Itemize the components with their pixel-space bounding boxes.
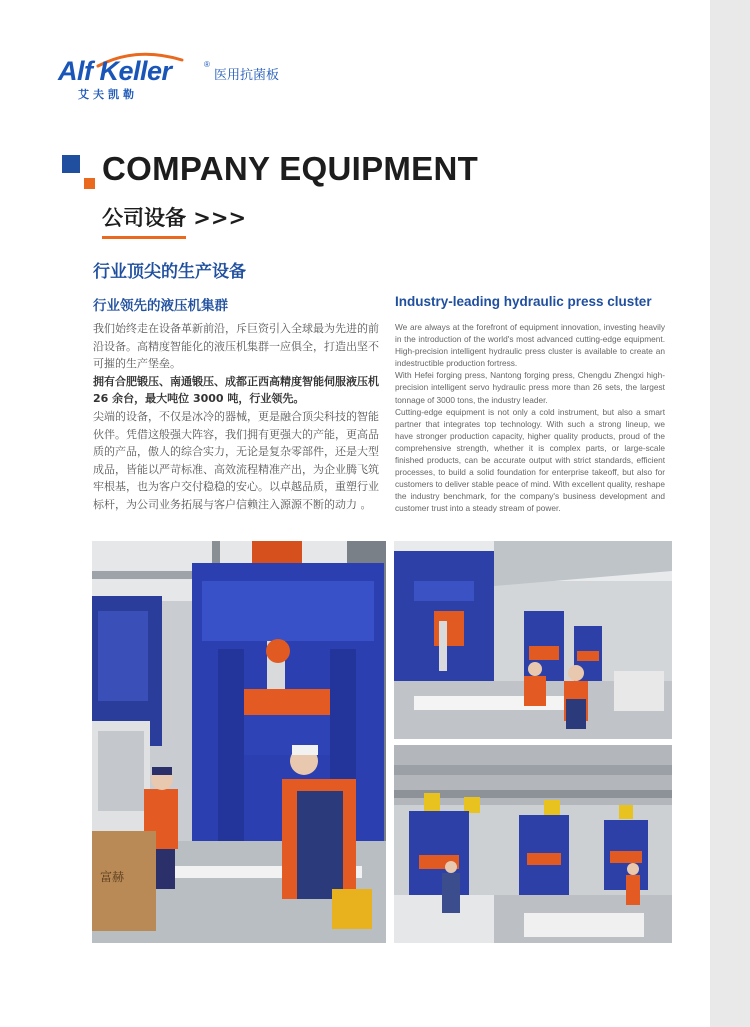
right-paragraph-1: We are always at the forefront of equipment innovation, investing heavily in the introduction of the world's most advanced cutting-edge equipment. High-precision intelligent hydraulic press cluster is available to create an indestructible production fortress. [395, 322, 665, 369]
photo-press-workshop-top [394, 541, 672, 739]
right-column-heading: Industry-leading hydraulic press cluster [395, 294, 652, 309]
carton-label: 富赫 [100, 870, 125, 884]
left-paragraph-1: 我们始终走在设备革新前沿，斥巨资引入全球最为先进的前沿设备。高精度智能化的液压机集群一应俱全，打造出坚不可摧的生产堡垒。 [93, 322, 379, 371]
section-title: 行业顶尖的生产设备 [93, 262, 246, 282]
page-title: COMPANY EQUIPMENT [102, 150, 479, 187]
heading-blue-square [62, 155, 80, 173]
right-paragraph-2: With Hefei forging press, Nantong forging press, Chengdu Zhengxi high-precision intelligent servo hydraulic press more than 26 sets, the largest tonnage of 3000 tons, the industry leader. [395, 370, 665, 405]
left-paragraph-3: 尖端的设备，不仅是冰冷的器械，更是融合顶尖科技的智能伙伴。凭借这般强大阵容，我们拥有更强大的产能，更高品质的产品，傲人的综合实力，无论是复杂零部件，还是大型成品，皆能以严苛标准、高效流程精准产出，为企业腾飞筑牢根基，也为客户交付稳稳的安心。以卓越品质，重塑行业标杆，为公司业务拓展与客户信赖注入源源不断的动力 。 [93, 409, 379, 511]
logo-chinese-name: 艾夫凯勒 [78, 88, 138, 101]
heading-orange-square [84, 178, 95, 189]
left-paragraph-2: 拥有合肥锻压、南通锻压、成都正西高精度智能伺服液压机 26 余台，最大吨位 3000 吨，行业领先。 [93, 374, 379, 406]
page-subtitle: 公司设备 >>> [102, 206, 247, 230]
photo-press-workshop-bottom [394, 745, 672, 943]
left-column-body [93, 320, 379, 514]
logo-wordmark: Alf Keller [58, 56, 172, 86]
page-edge-strip [710, 0, 750, 1027]
brand-logo [58, 56, 288, 102]
subtitle-underline [102, 236, 186, 239]
right-column-body [395, 321, 665, 515]
photo-hydraulic-press-main [92, 541, 386, 943]
right-paragraph-3: Cutting-edge equipment is not only a cold instrument, but also a smart partner that integrates top technology. With such a strong lineup, we have stronger production capacity, higher quality products, proud of the comprehensive strength, whether it is complex parts, or large-scale finished products, can be accurate output with strict standards, efficient processes, to build a solid foundation for enterprise takeoff, but also for customers to deliver stable peace of mind. With excellent quality, reshape the industry benchmark, for the company's business development and customer trust into a steady stream of power. [395, 406, 665, 514]
left-column-heading: 行业领先的液压机集群 [93, 298, 228, 314]
logo-product-name: 医用抗菌板 [214, 68, 280, 83]
registered-mark: ® [204, 60, 210, 69]
